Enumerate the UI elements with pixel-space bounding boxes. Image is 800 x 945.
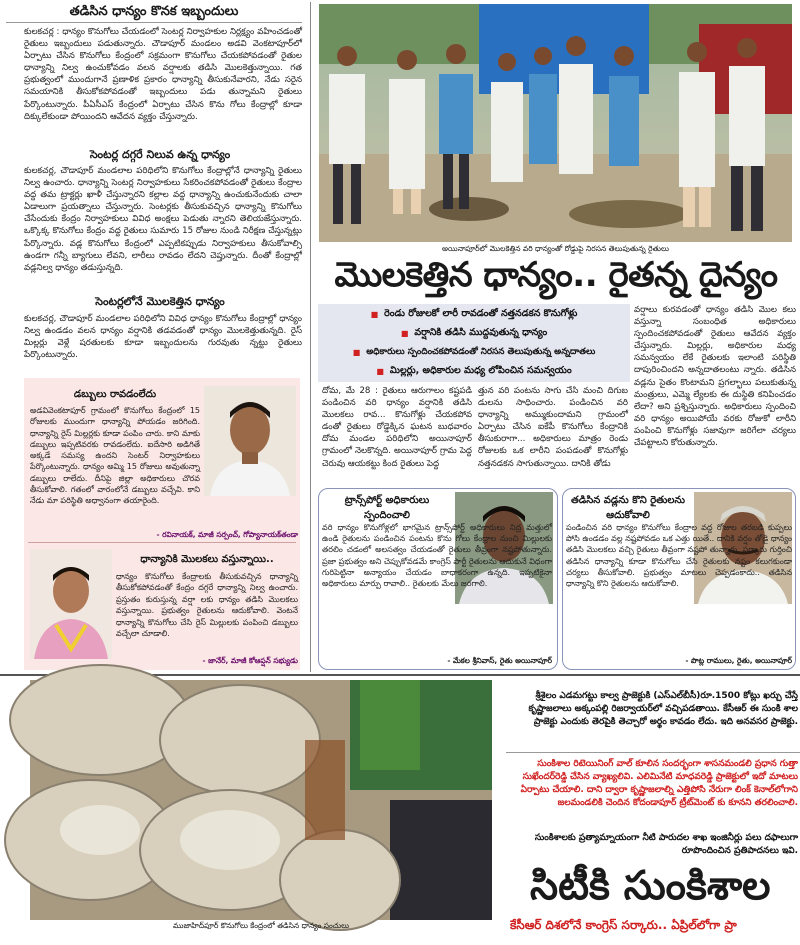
grain-bags-photo xyxy=(30,680,492,920)
left-subhead-2: సెంటర్లలోనే మొలకెత్తిన ధాన్యం xyxy=(95,295,225,308)
box-divider xyxy=(28,542,296,543)
left-para-2: కులకచర్ల, చౌడాపూర్ మండలాల పరిధిలోని కొనుగోలు కేంద్రాల్లోనే ధాన్యాన్ని రైతులు నిల్వ ఉంచారు. ధాన్యాన్ని సెంటర్ల నిర్వాహకులు సేకరించకపోవడంతో రైతులు కేంద్రాల వద్ద తమ ట్రాక్టర్లు ఖాళీ చేస్తున్నారని కల్లాల వద్ద ధాన్యాన్ని ఉంచుకునేందుకు చాలా ఏడాలుగా ప్రయత్నాలు చేస్తున్నారు. సెంటర్లకు తీసుకువచ్చిన ధాన్యాన్ని కొనుగోలు చేసేందుకు కేంద్రం నిర్వాహకులు వివిధ అంక్షలు పెడుతు న్నారని తెలియజేస్తున్నారు. ఒక్కొక్క కొనుగోలు కేంద్రం వద్ద రైతులు సుమారు 15 రోజుల నుండి నిరీక్షణ చేస్తున్నట్లు పేర్కొన్నారు. వడ్ల కొనుగోలు కేంద్రంలో ఎప్పటికప్పుడు నిర్వాహకులు తీసుకోవాల్సి ఉండగా గన్నీ బ్యాగులు లేవని, లారీలు రావడం లేదని చెప్తున్నారు. దీంతో కేంద్రాల్లో వడ్లనిల్వ ధాన్యం తడుస్తున్నది. xyxy=(24,166,302,273)
left-subhead-1: సెంటర్ల దగ్గరే నిలువ ఉన్న ధాన్యం xyxy=(89,148,231,161)
bullet-item-1 xyxy=(318,305,630,324)
bullet-text: మిల్లర్లు, అధికారుల మధ్య లోపించిన సమన్వయం xyxy=(389,365,572,376)
bullet-text: వర్షానికి తడిసి ముద్దవుతున్న ధాన్యం xyxy=(414,327,548,338)
sunkishala-para-3: సుంకిశాలకు ప్రత్యామ్నాయంగా నీటి పారుదల శాఖ ఇంజినీర్లు పలు దఫాలుగా రూపొందించిన ప్రతిపాదనలు ఇవి. xyxy=(534,833,798,856)
bullet-item-2 xyxy=(318,324,630,343)
farmers-protest-photo-icon xyxy=(319,4,792,242)
quote-left-title: ట్రాన్స్‌పోర్ట్ అధికారులు స్పందించాలి xyxy=(344,495,430,521)
quote-right-text: పండించిన వరి ధాన్యం కొనుగోలు కేంద్రాల వద్ద రోజుల తరబడి కుప్పలు పోసి ఉండడం వల్ల నష్టపోవడం ఒక ఎత్తు యితే.. దానికి వర్షం తోడై ధాన్యం తడిసి మొలకలు వచ్చి రైతులు తీవ్రంగా నష్టపో తున్నారు. సర్కారు గుర్తించి తడిసిన ధాన్యాన్ని కూడా కొనుగోలు చేసి రైతులకు నష్టం కలుగకుండా చర్యలు తీసుకోవాలి. ప్రభుత్వం మాటలు చెప్పడంకాదు.. తడిసిన ధాన్యాన్ని కొని రైతులను ఆదుకోవాలి. xyxy=(566,523,792,589)
sunkishala-para-2: సుంకిశాల రిటెయినింగ్ వాల్ కూలిన సందర్భంగా శాసనమండలి ప్రధాన గుత్తా సుఖేందర్‌రెడ్డి చేసిన వ్యాఖ్యలివి. ఎలిమినేటి మాధవరెడ్డి ప్రాజెక్టులో ఇదో మాటలు ఏర్పాటు చేయాలి. దాని ద్వారా కృష్ణాజలాల్ని ఎత్తిపోసి నేరుగా లింక్ కెనాల్‌లోగాని జలమండలికి చెందిన కోదండాపూర్ ట్రీట్‌మెంట్ కు కూనని తరలించాలి. xyxy=(520,759,798,808)
left-para-3: కులకచర్ల, చౌడాపూర్ మండలాల పరిధిలోని వివిధ ధాన్యం కొనుగోలు కేంద్రాల్లో ధాన్యం నిల్వ ఉండడం వలన ధాన్యం వర్షానికి తడవడంతో ధాన్యం మొలకెత్తుతున్నది. రైస్ మిల్లర్లు వెళ్లే షరతులకు కూడా ఇబ్బందులను గురవుతు న్నట్టు రైతులు పేర్కొంటున్నారు. xyxy=(24,314,302,361)
person-photo-icon xyxy=(30,549,112,659)
quote-left-signature: - మేకల శ్రీనివాస్, రైతు అయినాపూర్ xyxy=(447,656,552,665)
protest-photo xyxy=(319,4,792,242)
wet-grain-bags-photo-icon xyxy=(30,680,492,920)
sunkishala-para-1: శ్రీశైలం ఎడమగట్టు కాల్వ ప్రాజెక్టుకి (ఎస్‌ఎల్‌బీసీ)రూ.1500 కోట్లు ఖర్చు చేస్తే కృష్ణాజలాలు అక్కంపల్లి రిజర్వాయర్‌లో వచ్చిపడతాయి. కేసీఆర్ ఈ సుంకి శాల ప్రాజెక్టు ఎందుకు తెరపైకి తెచ్చారో అర్థం కావడం లేదు. ఇది అనవసర ప్రాజెక్టు. xyxy=(528,691,798,727)
bullet-text: రెండు రోజులకో లారీ రావడంతో నత్తనడకన కొనుగోళ్లు xyxy=(384,308,578,319)
main-col-3: వర్షాలు కురవడంతో ధాన్యం తడిసి మొల కలు వస్తున్నా సంబంధిత అధికారులు స్పందించకపోవడంతో రైతులు ఆవేదన వ్యక్తం చేస్తున్నారు. మిల్లర్లు, అధికారుల మధ్య సమన్వయం లేకే రైతులకు ఇలాంటి పరిస్థితి దాపురించిందని అన్నదాతలంటు న్నారు. తడిసిన వడ్లను సైతం కొంటామని ప్రగల్భాలు పలుకుతున్న మంత్రులు, ఎమ్మె ల్యేలకు ఈ దుస్థితి కనిపించడం లేదా? అని ప్రశ్నిస్తున్నారు. అధికారులు స్పందించి వరి ధాన్యం అయిపోయే వరకు రోజుకో లారీని పంపించి కొనుగోళ్లు సజావుగా జరిగేలా చర్యలు చేపట్టాలని కోరుతున్నారు. xyxy=(634,305,796,449)
quote-right-signature: - పొట్ల రాములు, రైతు, అయినాపూర్ xyxy=(685,656,792,665)
box1-portrait xyxy=(204,386,296,496)
protest-photo-caption: అయినాపూర్‌లో మొలకెత్తిన వరి ధాన్యంతో రోడ్డుపై నిరసన తెలుపుతున్న రైతులు xyxy=(442,244,669,253)
box2-text: ధాన్యం కొనుగోలు కేంద్రాలకు తీసుకువచ్చిన ధాన్యాన్ని తీసుకోకపోవడంతో కేంద్రం దగ్గరే ధాన్యాన్ని నిల్వ ఉంచారు. ప్రస్తుతం కురుస్తున్న వర్షా లకు ధాన్యం తడిసి మొలకలు వస్తున్నాయి. ప్రభుత్వం రైతులను ఆదుకోవాలి. వెంటనే ధాన్యాన్ని కొనుగోలు చేసి రైస్ మిల్లులకు పంపించి డబ్బులు వచ్చేలా చూడాలి. xyxy=(116,572,298,639)
box2-title: ధాన్యానికి మొలకలు వస్తున్నాయి.. xyxy=(140,554,274,565)
sunkishala-subhead: కేసీఆర్ దిశలోనే కాంగ్రెస్ సర్కారు.. ఏప్రిల్‌లోగా ప్రా xyxy=(510,918,737,932)
grain-bags-caption: ముజాహిద్‌పూర్ కొనుగోలు కేంద్రంలో తడిసిన ధాన్యం సంచులు xyxy=(173,921,349,930)
bullet-box xyxy=(318,304,630,382)
bullet-text: అధికారులు స్పందించకపోవడంతో నిరసన తెలుపుతున్న అన్నదాతలు xyxy=(366,346,596,357)
quote-right-title: తడిసిన వడ్లను కొని రైతులను ఆదుకోవాలి xyxy=(571,495,685,521)
main-col-2: త్తున వరి పంటను సాగు చేసి మంచి దిగుబ డులను సాధించారు. పండించిన వరి ధాన్యాన్ని అమ్ముకుందామని గ్రామంలో ఏర్పాటు చేసిన ఐకేపీ కొనుగోలు కేంద్రానికి తీసుకురాగా... అధికారులు మాత్రం రెండు రోజులకు ఒక లారీని పంపడంతో కొనుగోళ్లు నత్తనడకన సాగుతున్నాయి. దానికి తోడు xyxy=(478,386,628,469)
bullet-item-3 xyxy=(318,343,630,362)
left-headline: తడిసిన ధాన్యం కొనక ఇబ్బందులు xyxy=(69,4,239,19)
box1-text: అడవివెంకటాపూర్ గ్రామంలో కొనుగోలు కేంద్రంలో 15 రోజులకు ముందుగా ధాన్యాన్ని పోయడం జరిగింది. ధాన్యాన్ని రైస్ మిల్లర్లకు కూడా పంపిం చారు. కాని మాకు డబ్బులు ఇప్పటివరకు రావడంలేదు. ఐదేసారి అడిగితే అక్కడే సమస్య ఉందని సెంటర్ నిర్వాహకులు పేర్కొంటున్నారు. ధాన్యం అమ్మి 15 రోజులు అవుతున్నా డబ్బులు రాలేదు. దీనిపై జిల్లా అధికారులు చొరవ తీసుకోవాలి. గతంలో వారంలోనే డబ్బులు వచ్చేవి. కాని నేడు మా పరిస్థితి అధ్వానంగా తయారైంది. xyxy=(30,406,200,506)
box1-signature: - రవినాయక్, మాజీ సర్పంచ్, గోప్యానాయక్‌తండా xyxy=(156,530,298,539)
bullet-item-4 xyxy=(318,362,630,381)
main-col-1: దోమ, మే 28 : రైతులు ఆరుగాలం కష్టపడి పండించిన వరి ధాన్యం వర్షానికి తడిసి మొలకలు రావ... కొనుగోళ్లు చేయకపోవ డంతో రైతులు రోడ్డెక్కిన ఘటన బుధవారం దోమ మండల పరిధిలోని అయినాపూర్ గ్రామంలో నెలకొన్నది. అయినాపూర్ గ్రామ పెద్ద చెరువు ఆయకట్టు కింద రైతులు పెద్ద xyxy=(322,386,472,469)
bullet-square-icon: ■ xyxy=(400,329,409,338)
sunkishala-rule xyxy=(506,752,800,753)
left-headline-rule xyxy=(6,22,302,23)
left-para-1: కులకచర్ల : ధాన్యం కొనుగోలు చేయడంలో సెంటర్ల నిర్వాహకుల నిర్లక్ష్యం వహించడంతో రైతులు ఇబ్బందులు పడుతున్నారు. చౌడాపూర్ మండలం అడవి వెంకటాపూర్‌లో ఏర్పాటు చేసిన కొనుగోలు కేంద్రంలో సక్రమంగా కొనుగోలు చేయకపోవడంతో రైతుల ధాన్యాన్ని నిల్వ ఉంచుకోవడం వలన వర్షాలకు తడిసి మొలకెత్తున్నాయి. గత ప్రభుత్వంలో ముందుగానే ప్రణాళిక ప్రకారం ధాన్యాన్ని తీసుకునేవారని, నేడు సరైన సమయానికి తీసుకోకపోవడంతో ఇబ్బందులు పడు తున్నామని రైతులు పేర్కొంటున్నారు. పీఏసీఎస్ కేంద్రంలో ఏర్పాటు చేసిన కొను గోలు కేంద్రాల్లో కూడా దిక్కులేకుండా పోయిందని ఆవేదన వ్యక్తం చేస్తున్నారు. xyxy=(24,27,302,122)
quote-left-text: వరి ధాన్యం కొనుగోళ్లలో భాగమైన ట్రాన్స్‌పోర్ట్ అధికారులు నిద్ర మత్తులో ఉండి రైతులను పండించిన పంటను కొను గోలు కేంద్రాల నుంచి మిల్లులకు తరలిం చడంలో అలసత్వం చేయడంతో రైతులు తీవ్రంగా నష్టపోతున్నారు. ప్రజా ప్రభుత్వం అని చెప్పుకోవడమే కాంగ్రెస్ పార్టీ రైతులను ఆదుకునే విధంగా గురిపెట్టినా అన్యాయం చేయడం బాధాకరంగా ఉన్నది. ఇప్పటికైనా అధికారులు మార్పు రావాలి.. రైతులకు మేలు జరగాలి. xyxy=(322,523,552,589)
bullet-square-icon: ■ xyxy=(376,367,384,376)
column-divider xyxy=(310,2,311,672)
box2-portrait xyxy=(30,549,112,659)
person-photo-icon xyxy=(204,386,296,496)
main-headline: మొలకెత్తిన ధాన్యం.. రైతన్న దైన్యం xyxy=(334,255,778,295)
bullet-square-icon: ■ xyxy=(352,348,361,357)
box2-signature: - జానేర్, మాజీ కోఆప్షన్ సభ్యుడు xyxy=(202,656,298,665)
bullet-square-icon: ■ xyxy=(370,310,379,319)
sunkishala-headline: సిటీకి సుంకిశాల xyxy=(530,863,771,909)
box1-title: డబ్బులు రావడంలేదు xyxy=(73,389,157,400)
